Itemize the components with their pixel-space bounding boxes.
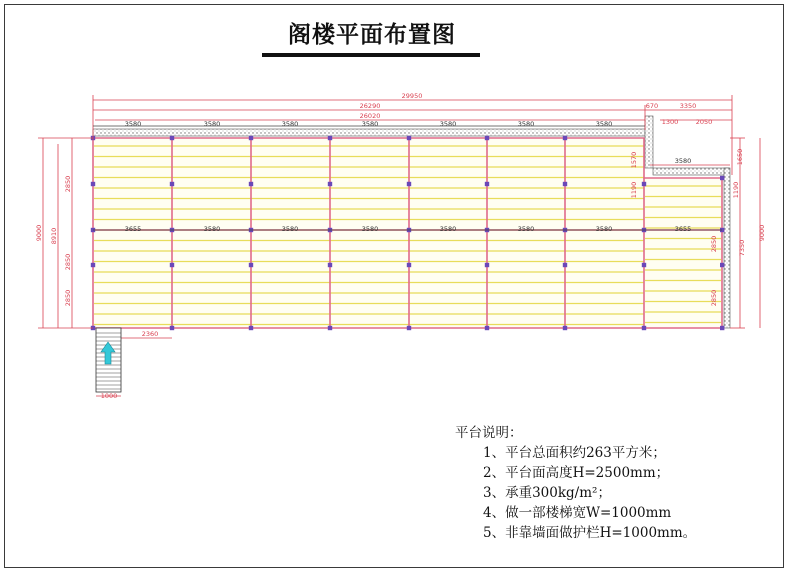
dim-bay-mid-6: 3580 bbox=[517, 225, 535, 233]
dim-right-height-inner: 7350 bbox=[738, 239, 746, 257]
stair bbox=[96, 328, 121, 392]
notes-heading: 平台说明： bbox=[455, 425, 523, 441]
dim-left-row-1: 2850 bbox=[64, 175, 72, 193]
column-marker bbox=[249, 136, 253, 140]
wall-strip-annex-top bbox=[653, 168, 729, 175]
column-marker bbox=[720, 176, 724, 180]
dim-bay-top-6: 3580 bbox=[517, 120, 535, 128]
column-marker bbox=[720, 326, 724, 330]
column-marker bbox=[407, 182, 411, 186]
column-marker bbox=[642, 182, 646, 186]
dim-bay-top-2: 3580 bbox=[203, 120, 221, 128]
dim-left-row-2: 2850 bbox=[64, 253, 72, 271]
dim-left-row-3: 2850 bbox=[64, 289, 72, 307]
wall-strip-top bbox=[93, 129, 645, 136]
dim-main-width: 26290 bbox=[359, 102, 381, 110]
dim-right-step-c: 1190 bbox=[732, 181, 740, 199]
column-marker bbox=[170, 326, 174, 330]
dim-bay-mid-8: 3655 bbox=[674, 225, 692, 233]
column-marker bbox=[563, 182, 567, 186]
column-marker bbox=[328, 136, 332, 140]
dim-stair-width: 1000 bbox=[100, 392, 118, 400]
column-marker bbox=[642, 263, 646, 267]
column-marker bbox=[170, 136, 174, 140]
dim-right-top-b: 3350 bbox=[679, 102, 697, 110]
column-marker bbox=[485, 136, 489, 140]
dim-right-top-a: 670 bbox=[645, 102, 659, 110]
column-marker bbox=[407, 136, 411, 140]
wall-strip-right-lower bbox=[724, 168, 730, 328]
dim-right-step-a: 1650 bbox=[736, 148, 744, 166]
column-marker bbox=[485, 326, 489, 330]
dim-bay-mid-7: 3580 bbox=[595, 225, 613, 233]
dim-left-height-total: 9000 bbox=[35, 224, 43, 242]
column-marker bbox=[642, 326, 646, 330]
dim-bay-mid-3: 3580 bbox=[281, 225, 299, 233]
note-item: 1、平台总面积约263平方米； bbox=[483, 445, 666, 461]
column-marker bbox=[563, 136, 567, 140]
note-item: 3、承重300kg/m²； bbox=[483, 485, 611, 501]
column-marker bbox=[249, 326, 253, 330]
dim-bay-top-1: 3580 bbox=[124, 120, 142, 128]
dim-inner-width: 26020 bbox=[359, 112, 381, 120]
column-marker bbox=[91, 182, 95, 186]
wall-strip-right-upper bbox=[645, 116, 653, 168]
column-marker bbox=[170, 263, 174, 267]
column-marker bbox=[249, 182, 253, 186]
column-marker bbox=[407, 326, 411, 330]
column-marker bbox=[485, 182, 489, 186]
column-marker bbox=[91, 263, 95, 267]
dim-bay-mid-1: 3655 bbox=[124, 225, 142, 233]
column-marker bbox=[407, 263, 411, 267]
column-marker bbox=[485, 263, 489, 267]
dim-bay-top-4: 3580 bbox=[361, 120, 379, 128]
dim-annex-row-1: 2850 bbox=[710, 235, 718, 253]
dim-inner-step-b: 1570 bbox=[630, 151, 638, 169]
column-marker bbox=[328, 263, 332, 267]
column-marker bbox=[563, 263, 567, 267]
dim-right-small-b: 2050 bbox=[695, 118, 713, 126]
dim-annex-row-2: 2850 bbox=[710, 289, 718, 307]
note-item: 4、做一部楼梯宽W=1000mm bbox=[483, 505, 672, 521]
note-item: 5、非靠墙面做护栏H=1000mm。 bbox=[483, 525, 697, 541]
page-title: 阁楼平面布置图 bbox=[288, 21, 456, 48]
dim-bay-mid-2: 3580 bbox=[203, 225, 221, 233]
dim-bay-mid-5: 3580 bbox=[439, 225, 457, 233]
dim-left-height-inner: 8910 bbox=[50, 227, 58, 245]
dim-bay-mid-4: 3580 bbox=[361, 225, 379, 233]
dim-bay-top-3: 3580 bbox=[281, 120, 299, 128]
dim-right-height-total: 9000 bbox=[758, 224, 766, 242]
note-item: 2、平台面高度H=2500mm； bbox=[483, 465, 670, 481]
column-marker bbox=[328, 182, 332, 186]
column-marker bbox=[170, 182, 174, 186]
column-marker bbox=[720, 263, 724, 267]
dim-inner-step-c: 1190 bbox=[630, 181, 638, 199]
column-marker bbox=[249, 263, 253, 267]
dim-bay-top-5: 3580 bbox=[439, 120, 457, 128]
dim-stair-offset: 2360 bbox=[141, 330, 159, 338]
dim-right-small-a: 1300 bbox=[661, 118, 679, 126]
column-marker bbox=[563, 326, 567, 330]
dim-annex-width: 3580 bbox=[674, 157, 692, 165]
dim-bay-top-7: 3580 bbox=[595, 120, 613, 128]
platform-notes bbox=[455, 423, 696, 543]
column-marker bbox=[328, 326, 332, 330]
dim-overall-width: 29950 bbox=[401, 92, 423, 100]
